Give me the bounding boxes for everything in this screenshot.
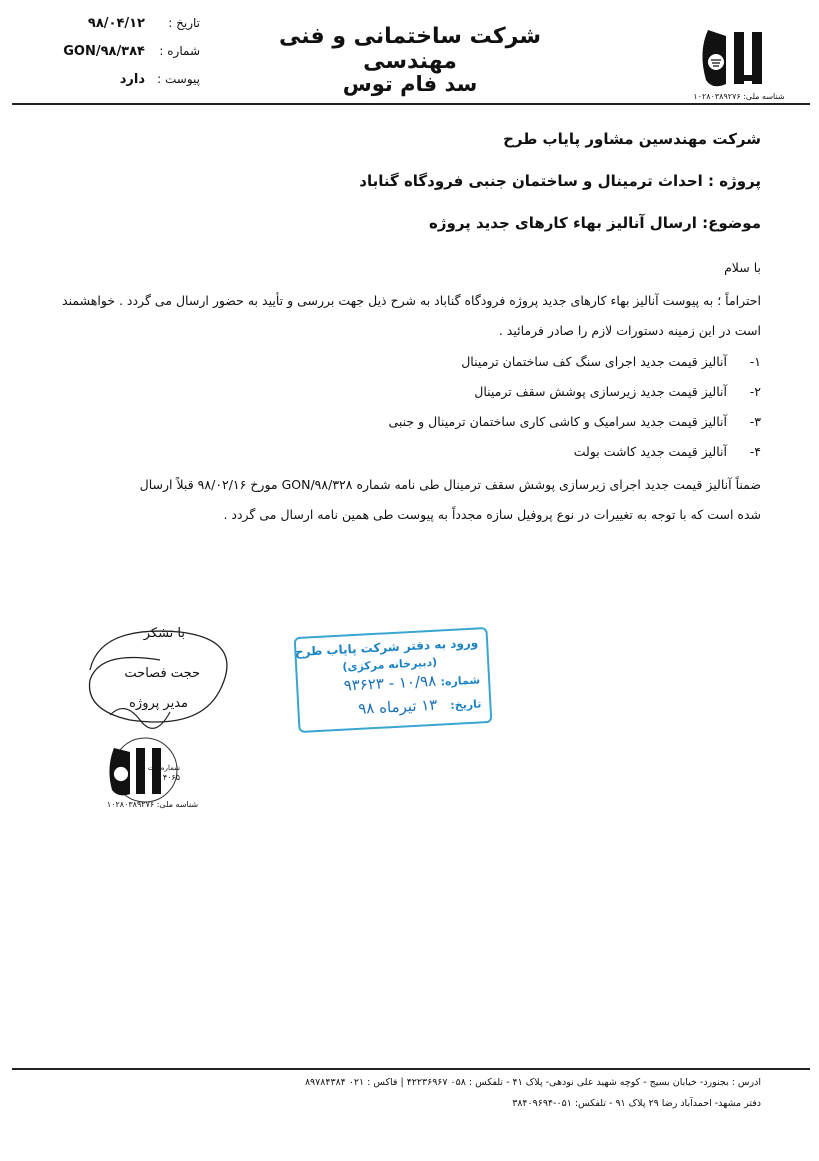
svg-text:شماره ثبت: شماره ثبت	[147, 764, 180, 772]
date-label: تاریخ :	[168, 16, 200, 30]
stamp-number-label: شماره:	[440, 673, 481, 689]
footer-office: دفتر مشهد- احمدآباد رضا ۲۹ پلاک ۹۱ - تلفکس: ۰۵۱-۳۸۴۰۹۶۹۴	[512, 1098, 761, 1109]
footer-address: ادرس : بجنورد- خیابان بسیج - کوچه شهید علی نودهی- پلاک ۴۱ - تلفکس : ۰۵۸ ۴۲۲۳۶۹۶۷ | فاکس : ۰۲۱ ۸۹۷۸۴۳۸۴	[304, 1077, 761, 1088]
attachment-value: دارد	[119, 72, 145, 87]
logo-national-id: شناسه ملی: ۱۰۲۸۰۳۸۹۲۷۶	[693, 92, 785, 101]
number-label: شماره :	[159, 44, 200, 58]
signature-thanks: با تشکر	[143, 626, 185, 641]
item-number: ۳-	[749, 414, 761, 429]
item-number: ۴-	[749, 444, 761, 459]
date-value: ۹۸/۰۴/۱۲	[87, 16, 145, 31]
list-item	[388, 414, 761, 429]
signature-block	[70, 620, 240, 750]
company-logo-icon	[694, 22, 786, 94]
intro-line-1: احتراماً ؛ به پیوست آنالیز بهاء کارهای جدید پروژه فرودگاه گناباد به شرح ذیل جهت بررسی و تأیید به حضور ارسال می گردد . خواهشمند	[62, 293, 761, 308]
company-seal	[100, 736, 190, 808]
intro-paragraph	[56, 286, 761, 346]
item-text: آنالیز قیمت جدید اجرای سنگ کف ساختمان ترمینال	[461, 354, 727, 369]
stamp-subtitle: (دبیرخانه مرکزی)	[342, 655, 438, 674]
list-item	[574, 444, 761, 459]
item-text: آنالیز قیمت جدید زیرسازی پوشش سقف ترمینال	[474, 384, 727, 399]
item-number: ۲-	[749, 384, 761, 399]
intro-line-2: است در این زمینه دستورات لازم را صادر فرمائید .	[498, 323, 761, 338]
svg-text:۴۰۶۵: ۴۰۶۵	[162, 773, 180, 782]
greeting: با سلام	[724, 260, 761, 275]
stamp-title: ورود به دفتر شرکت پایاب طرح	[294, 635, 479, 660]
company-name-line2: سد فام توس	[342, 72, 478, 96]
signature-title: مدیر پروژه	[129, 696, 188, 711]
number-value: GON/۹۸/۳۸۴	[63, 44, 145, 59]
stamp-date-label: تاریخ:	[450, 697, 482, 713]
project-line: پروژه : احداث ترمینال و ساختمان جنبی فرودگاه گناباد	[359, 172, 761, 190]
subject-line: موضوع: ارسال آنالیز بهاء کارهای جدید پروژه	[429, 214, 761, 232]
item-number: ۱-	[749, 354, 761, 369]
company-logo	[694, 22, 786, 102]
note-line-2: شده است که با توجه به تغییرات در نوع پروفیل سازه مجدداً به پیوست طی همین نامه ارسال می گردد .	[223, 507, 761, 522]
seal-national-id: شناسه ملی: ۱۰۲۸۰۳۸۹۲۷۶	[106, 800, 199, 809]
receipt-stamp	[294, 627, 493, 733]
recipient: شرکت مهندسین مشاور پایاب طرح	[503, 130, 761, 148]
footer-divider	[12, 1068, 810, 1070]
stamp-date-value: ۱۳ تیرماه ۹۸	[357, 695, 438, 718]
list-item	[461, 354, 761, 369]
note-paragraph	[56, 470, 761, 530]
list-item	[474, 384, 761, 399]
attachment-label: پیوست :	[157, 72, 200, 86]
header-divider	[12, 103, 810, 105]
stamp-number-value: ۱۰/۹۸ - ۹۳۶۲۳	[343, 671, 437, 695]
signature-name: حجت فصاحت	[124, 666, 200, 681]
note-line-1: ضمناً آنالیز قیمت جدید اجرای زیرسازی پوشش سقف ترمینال طی نامه شماره GON/۹۸/۳۲۸ مورخ ۹۸/۰۲/۱۶ قبلاً ارسال	[139, 477, 761, 492]
item-text: آنالیز قیمت جدید کاشت بولت	[573, 444, 727, 459]
company-seal-icon	[100, 736, 190, 804]
company-name-line1: شرکت ساختمانی و فنی مهندسی	[279, 24, 541, 74]
item-text: آنالیز قیمت جدید سرامیک و کاشی کاری ساختمان ترمینال و جنبی	[388, 414, 727, 429]
